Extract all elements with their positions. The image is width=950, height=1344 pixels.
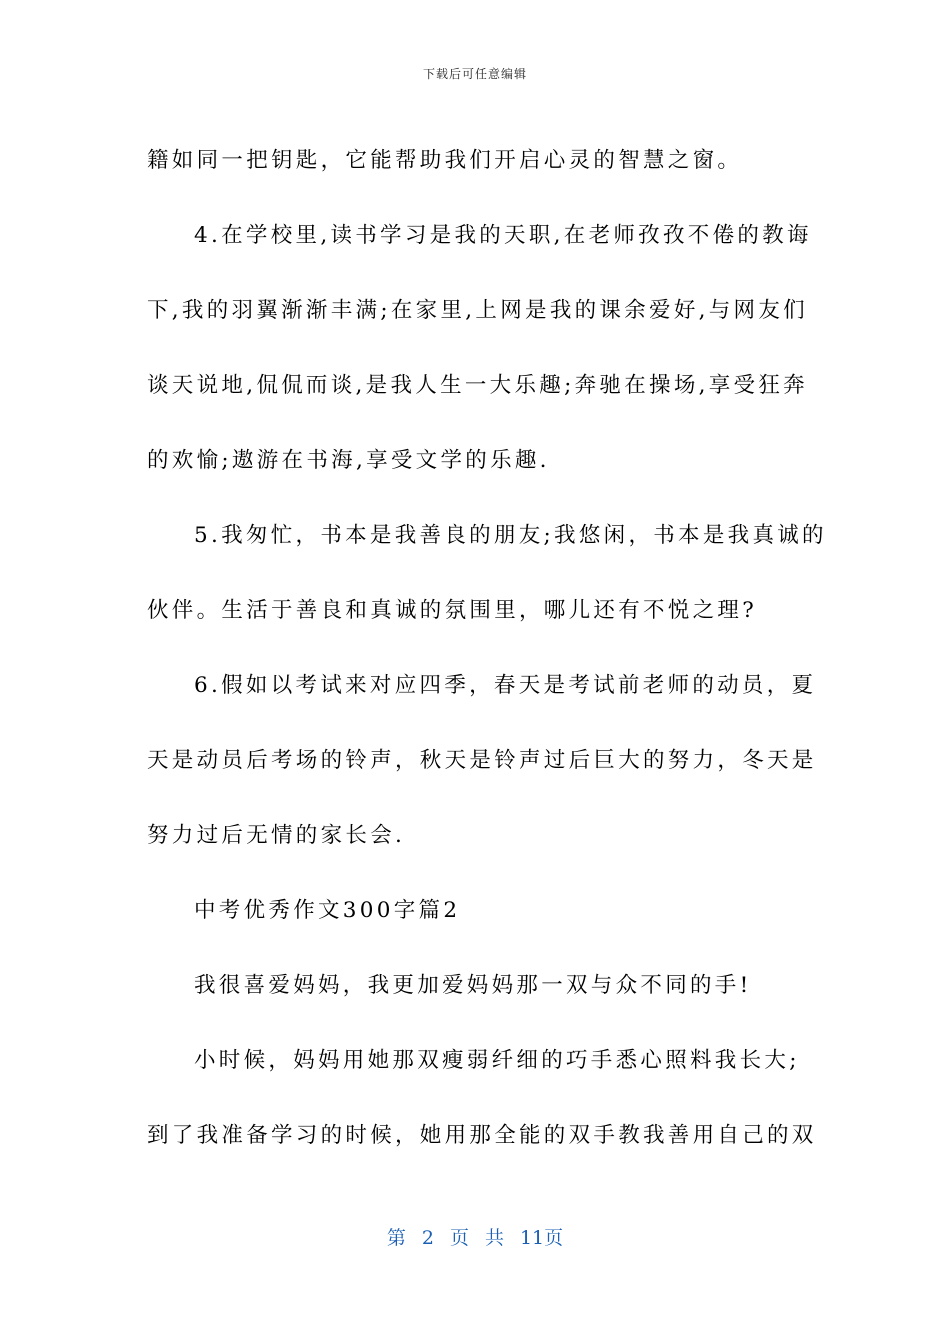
text-line: 伙伴。生活于善良和真诚的氛围里，哪儿还有不悦之理? — [147, 598, 758, 623]
document-body — [147, 123, 827, 1173]
text-line: 天是动员后考场的铃声，秋天是铃声过后巨大的努力，冬天是 — [147, 748, 817, 773]
text-line: 4.在学校里,读书学习是我的天职,在老师孜孜不倦的教诲 — [194, 223, 812, 248]
text-line: 5.我匆忙，书本是我善良的朋友;我悠闲，书本是我真诚的 — [194, 523, 827, 548]
page-footer — [0, 1226, 950, 1250]
text-line: 的欢愉;遨游在书海,享受文学的乐趣. — [147, 448, 550, 473]
text-line: 到了我准备学习的时候，她用那全能的双手教我善用自己的双 — [147, 1123, 817, 1148]
text-line: 下,我的羽翼渐渐丰满;在家里,上网是我的课余爱好,与网友们 — [147, 298, 808, 323]
text-line: 6.假如以考试来对应四季，春天是考试前老师的动员，夏 — [194, 673, 817, 698]
section-heading: 中考优秀作文300字篇2 — [194, 898, 461, 923]
total-pages: 11页 — [519, 1227, 564, 1249]
footer-total-prefix: 共 — [484, 1227, 504, 1249]
current-page-number: 2 — [421, 1227, 434, 1249]
footer-page-label: 页 — [449, 1227, 469, 1249]
text-line: 籍如同一把钥匙，它能帮助我们开启心灵的智慧之窗。 — [147, 148, 743, 173]
text-line: 我很喜爱妈妈，我更加爱妈妈那一双与众不同的手! — [194, 973, 752, 998]
page-header: 下载后可任意编辑 — [422, 67, 527, 81]
text-line: 谈天说地,侃侃而谈,是我人生一大乐趣;奔驰在操场,享受狂奔 — [147, 373, 808, 398]
text-line: 小时候，妈妈用她那双瘦弱纤细的巧手悉心照料我长大; — [194, 1048, 800, 1073]
text-line: 努力过后无情的家长会. — [147, 823, 406, 848]
footer-prefix: 第 — [386, 1227, 406, 1249]
